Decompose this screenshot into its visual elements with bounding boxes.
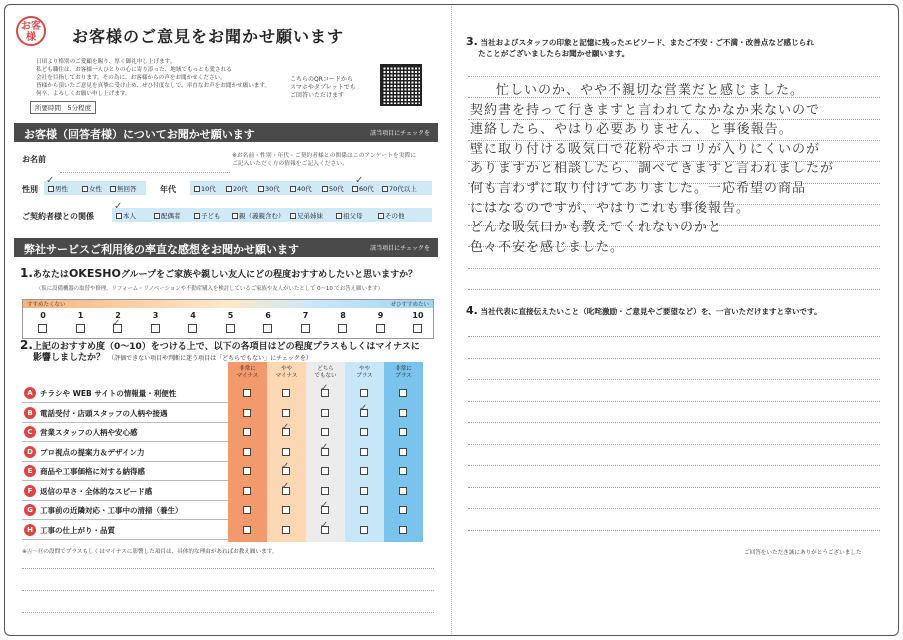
rating-checkbox[interactable] <box>282 448 290 456</box>
qr-caption <box>290 76 356 100</box>
column-header: やや マイナス <box>275 366 298 379</box>
hand-check-mark: ✓ <box>359 402 368 414</box>
qr-caption-line: ご回答いただけます <box>290 92 345 99</box>
qr-code[interactable] <box>380 64 422 106</box>
checkbox[interactable] <box>382 186 388 192</box>
hand-check-mark: ✓ <box>320 441 329 453</box>
item-letter-icon: F <box>24 485 36 497</box>
relation-option[interactable] <box>154 211 181 220</box>
q3-number: 3. <box>466 35 478 48</box>
checkbox[interactable] <box>194 213 200 219</box>
gender-female-option[interactable] <box>82 184 102 193</box>
column-header: 非常に プラス <box>395 366 412 379</box>
rating-checkbox[interactable] <box>243 467 251 475</box>
column-header: やや プラス <box>356 366 373 379</box>
answer-line[interactable] <box>468 422 880 423</box>
relation-option[interactable] <box>378 211 405 220</box>
rating-checkbox[interactable] <box>282 506 290 514</box>
answer-line[interactable] <box>468 379 880 380</box>
reason-line[interactable] <box>22 612 434 613</box>
item-label: プロ視点の提案力＆デザイン力 <box>40 447 145 457</box>
answer-line[interactable] <box>468 76 880 77</box>
q4-text: 当社代表に直接伝えたいこと（叱咤激励・ご意見やご要望など）を、一言いただけますと幸いです。 <box>480 307 822 316</box>
option-label: 20代 <box>233 185 248 193</box>
section-respondent-header <box>14 123 438 142</box>
hand-check-mark: ✓ <box>112 318 121 329</box>
option-label: 60代 <box>359 185 374 193</box>
handwritten-line: 色々不安を感じました。 <box>470 239 625 255</box>
handwritten-line: 連絡したら、やはり必要ありません、と事後報告。 <box>470 122 793 138</box>
hand-check-mark: ✓ <box>320 519 329 531</box>
age-label: 年代 <box>160 185 176 194</box>
checkbox[interactable] <box>352 186 358 192</box>
age-option[interactable] <box>352 184 374 193</box>
scale-low-label: すすめたくない <box>27 302 66 308</box>
item-label: 電話受付・店頭スタッフの人柄や接遇 <box>40 408 168 418</box>
option-label: 50代 <box>329 185 344 193</box>
handwritten-line: 何も言わずに取り付けてありました。一応希望の商品 <box>470 181 807 196</box>
intro-text <box>36 58 306 98</box>
option-label: 女性 <box>89 185 102 193</box>
option-label: 40代 <box>297 185 312 193</box>
q4-title <box>466 304 822 317</box>
checkbox[interactable] <box>82 186 88 192</box>
item-label: チラシや WEB サイトの情報量・利便性 <box>40 389 177 398</box>
handwritten-line: にはなるのですが、やはりこれも事後報告。 <box>470 200 751 216</box>
q3-title <box>466 36 814 59</box>
q2-title: 2.上記のおすすめ度（0〜10）をつける上で、以下の各項目はどの程度プラスもしくはマイナスに 影響しましたか？ （評価できない項目や判断に迷う項目は「どちらでもない」にチェックを） <box>20 338 420 363</box>
section-title: 弊社サービスご利用後の率直な感想をお聞かせ願います <box>24 243 299 256</box>
name-note-line: ご記入いただく方の情報をご記入ください。 <box>232 161 348 167</box>
item-label: 商品や工事価格に対する納得感 <box>40 467 145 476</box>
age-option[interactable] <box>226 184 248 193</box>
item-letter-icon: G <box>24 504 36 516</box>
rating-row <box>22 423 228 442</box>
handwritten-line: 忙しいのか、やや不親切な営業だと感じました。 <box>496 83 805 98</box>
scale-high-label: ぜひすすめたい <box>390 302 429 308</box>
scale-number: 8 <box>340 311 346 320</box>
reason-line[interactable] <box>22 590 434 591</box>
checkbox[interactable] <box>226 186 232 192</box>
relation-option[interactable] <box>290 211 323 220</box>
scale-checkbox[interactable] <box>151 324 160 333</box>
item-label: 返信の早さ・全体的なスピード感 <box>40 486 153 496</box>
rating-checkbox[interactable] <box>282 389 290 397</box>
handwritten-line: ありますかと相談したら、調べてきますと言われましたが <box>470 161 835 177</box>
gender-none-option[interactable] <box>110 184 137 193</box>
rating-checkbox[interactable] <box>399 487 407 495</box>
item-label: 工事の仕上がり・品質 <box>40 525 115 535</box>
scale-number: 5 <box>227 311 234 320</box>
option-label: 兄弟姉妹 <box>297 212 323 220</box>
recommend-scale <box>22 299 434 339</box>
relation-option[interactable] <box>194 211 221 220</box>
section-impression-header <box>14 238 438 257</box>
rating-checkbox[interactable] <box>243 448 251 456</box>
fold-line <box>451 6 452 634</box>
column-header: 非常に マイナス <box>236 366 259 379</box>
answer-line[interactable] <box>468 487 880 488</box>
rating-checkbox[interactable] <box>399 467 407 475</box>
checkbox[interactable] <box>194 186 200 192</box>
relation-option[interactable] <box>232 211 285 220</box>
scale-number: 6 <box>265 311 271 320</box>
company-stamp: お客様 <box>16 16 46 46</box>
rating-checkbox[interactable] <box>321 487 329 495</box>
scale-checkbox[interactable] <box>301 324 310 333</box>
scale-checkbox[interactable] <box>76 324 85 333</box>
q2-text: 上記のおすすめ度（0〜10）をつける上で、以下の各項目はどの程度プラスもしくはマイナスに <box>32 342 420 352</box>
name-field[interactable] <box>60 172 230 173</box>
rating-checkbox[interactable] <box>321 409 329 417</box>
rating-checkbox[interactable] <box>399 526 407 534</box>
brand-name: OKESHO <box>68 267 121 280</box>
age-option[interactable] <box>258 184 280 193</box>
rating-checkbox[interactable] <box>360 526 368 534</box>
q2-text: 影響しましたか？ <box>33 353 106 363</box>
rating-checkbox[interactable] <box>360 389 368 397</box>
option-label: 配偶者 <box>161 212 181 220</box>
name-note <box>232 152 416 168</box>
handwritten-line: 壁に取り付ける吸気口で花粉やホコリが入りにくいのが <box>470 141 821 157</box>
q3-text: たことがございましたらお聞かせ願います。 <box>478 49 630 58</box>
column-header: どちら でもない <box>314 366 337 379</box>
answer-line[interactable] <box>468 358 880 359</box>
scale-checkbox[interactable] <box>263 324 272 333</box>
intro-line: 何卒、よろしくお願い申し上げます。 <box>36 91 131 97</box>
option-label: 親（義親含む） <box>239 212 285 220</box>
rating-checkbox[interactable] <box>243 409 251 417</box>
option-label: 本人 <box>123 212 136 220</box>
page-title: お客様のご意見をお聞かせ願います <box>72 27 345 46</box>
item-letter-icon: C <box>24 426 36 438</box>
intro-line: 皆様から頂いたご意見を真摯に受け止め、ぜひ付度なしで、率直なお声をお聞かせ願います。 <box>36 83 271 89</box>
answer-line[interactable] <box>468 508 880 509</box>
checkbox[interactable] <box>290 186 296 192</box>
option-label: 祖父母 <box>343 212 363 220</box>
scale-number: 4 <box>190 311 196 320</box>
item-letter-icon: H <box>24 524 36 536</box>
option-label: 10代 <box>201 185 216 193</box>
rating-checkbox[interactable] <box>360 506 368 514</box>
rating-row <box>22 443 228 462</box>
section-note: 該当項目にチェックを <box>370 130 430 137</box>
item-letter-icon: D <box>24 446 36 458</box>
rating-row <box>22 404 228 423</box>
checkbox[interactable] <box>378 213 384 219</box>
name-label: お名前 <box>22 155 46 164</box>
q1-text: あなたは <box>32 270 69 280</box>
item-letter-icon: E <box>24 465 36 477</box>
option-label: その他 <box>385 212 405 220</box>
influence-grid <box>22 362 434 542</box>
q1-text: グループをご家族や親しい友人にどの程度おすすめしたいと思いますか？ <box>120 270 418 280</box>
q1-subtext: （仮に設備機器の取替や修理、リフォーム・リノベーションや不動産購入を検討しているご家族や友人がいたとして 0〜10 でお答え願います） <box>36 286 384 292</box>
item-letter-icon: B <box>24 407 36 419</box>
age-option[interactable] <box>382 184 417 193</box>
rating-checkbox[interactable] <box>321 428 329 436</box>
gender-label: 性別 <box>22 185 38 194</box>
section-note: 該当項目にチェックを <box>370 245 430 252</box>
checkbox[interactable] <box>322 186 328 192</box>
rating-row <box>22 521 228 540</box>
scale-checkbox[interactable] <box>338 324 347 333</box>
intro-line: 私ども職住は、お客様一人ひとりの心に寄り添った、地域でもっとも愛される <box>36 67 232 73</box>
rating-checkbox[interactable] <box>243 526 251 534</box>
item-letter-icon: A <box>24 387 36 399</box>
scale-number: 3 <box>152 311 159 320</box>
rating-row <box>22 482 228 501</box>
age-option[interactable] <box>290 184 312 193</box>
item-label: 営業スタッフの人柄や安心感 <box>40 428 138 437</box>
hand-check-mark: ✓ <box>355 175 364 186</box>
answer-line[interactable] <box>468 336 880 337</box>
checkbox[interactable] <box>116 213 122 219</box>
reason-footnote: ※Ⓐ〜Ⓗの設問でプラスもしくはマイナスに影響した項目は、具体的な理由があればお教え願います。 <box>22 549 278 555</box>
checkbox[interactable] <box>154 213 160 219</box>
scale-number: 9 <box>377 311 384 320</box>
checkbox[interactable] <box>290 213 296 219</box>
intro-line: 日頃より格別のご愛顧を賜り、厚く御礼申し上げます。 <box>36 59 176 65</box>
section-title: お客様（回答者様）についてお聞かせ願います <box>24 128 255 141</box>
checkbox-checked[interactable] <box>48 186 54 192</box>
rating-checkbox[interactable] <box>399 448 407 456</box>
q4-number: 4. <box>466 304 478 317</box>
scale-checkbox[interactable] <box>188 324 197 333</box>
rating-checkbox[interactable] <box>243 506 251 514</box>
hand-check-mark: ✓ <box>281 480 290 492</box>
option-label: 70代以上 <box>389 185 417 193</box>
rating-row <box>22 501 228 520</box>
thank-you-text: ご回答をいただき誠にありがとうございました <box>744 550 862 556</box>
q1-title: 1.あなたはOKESHOグループをご家族や親しい友人にどの程度おすすめしたいと思いますか？ <box>20 266 418 280</box>
answer-line[interactable] <box>468 465 880 466</box>
scale-number: 2 <box>115 311 121 320</box>
checkbox[interactable] <box>336 213 342 219</box>
rating-checkbox[interactable] <box>360 487 368 495</box>
intro-line: 会社を目指しております。その為に、お客様からの声をお聞かせください。 <box>36 75 226 81</box>
relation-option[interactable] <box>336 211 363 220</box>
option-label: 30代 <box>265 185 280 193</box>
rating-row <box>22 462 228 481</box>
reason-line[interactable] <box>22 568 434 569</box>
scale-number: 7 <box>302 311 309 320</box>
answer-line[interactable] <box>468 530 880 531</box>
qr-caption-line: スマホやタブレットでも <box>290 84 356 91</box>
rating-checkbox[interactable] <box>321 467 329 475</box>
relation-option[interactable] <box>116 211 136 220</box>
checkbox[interactable] <box>232 213 238 219</box>
answer-line[interactable] <box>468 268 880 269</box>
rating-checkbox[interactable] <box>282 409 290 417</box>
age-option[interactable] <box>194 184 216 193</box>
rating-checkbox[interactable] <box>399 409 407 417</box>
option-label: 無回答 <box>117 185 137 193</box>
rating-checkbox[interactable] <box>399 506 407 514</box>
scale-checkbox[interactable] <box>413 324 422 333</box>
checkbox[interactable] <box>258 186 264 192</box>
scale-checkbox[interactable] <box>226 324 235 333</box>
rating-checkbox[interactable] <box>399 428 407 436</box>
handwritten-line: どんな吸気口かも教えてくれないのかと <box>470 220 723 236</box>
answer-line[interactable] <box>468 444 880 445</box>
name-note-line: ※お名前・性別・年代・ご契約者様との関係はこのアンケートを実際に <box>232 153 417 159</box>
scale-number: 1 <box>77 311 84 320</box>
rating-row <box>22 384 228 403</box>
hand-check-mark: ✓ <box>320 500 329 511</box>
handwritten-line: 契約書を持って行きますと言われてなかなか来ないので <box>470 102 821 118</box>
hand-check-mark: ✓ <box>114 201 123 212</box>
hand-check-mark: ✓ <box>281 461 290 472</box>
rating-checkbox[interactable] <box>243 428 251 436</box>
scale-number: 0 <box>40 311 46 320</box>
option-label: 男性 <box>55 185 68 193</box>
hand-check-mark: ✓ <box>46 175 55 186</box>
item-label: 工事前の近隣対応・工事中の清掃（養生） <box>40 506 183 515</box>
scale-gradient <box>23 300 433 308</box>
rating-checkbox[interactable] <box>360 467 368 475</box>
rating-checkbox[interactable] <box>282 526 290 534</box>
rating-checkbox[interactable] <box>360 448 368 456</box>
age-option[interactable] <box>322 184 344 193</box>
relation-label: ご契約者様との関係 <box>22 212 94 221</box>
q2-subtext: （評価できない項目や判断に迷う項目は「どちらでもない」にチェックを） <box>108 355 312 362</box>
qr-caption-line: こちらのQRコードから <box>290 76 353 83</box>
scale-number: 10 <box>412 311 424 320</box>
option-label: 子ども <box>201 212 221 220</box>
rating-checkbox[interactable] <box>243 389 251 397</box>
answer-line[interactable] <box>468 401 880 402</box>
rating-checkbox[interactable] <box>243 487 251 495</box>
scale-checkbox[interactable] <box>38 324 47 333</box>
scale-checkbox[interactable] <box>376 324 385 333</box>
q3-text: 当社およびスタッフの印象と記憶に残ったエピソード、またご不安・ご不満・改善点など感じられ <box>480 38 814 47</box>
rating-checkbox[interactable] <box>399 389 407 397</box>
hand-check-mark: ✓ <box>320 383 329 394</box>
time-required: 所要時間 5分程度 <box>30 101 96 114</box>
rating-checkbox[interactable] <box>360 428 368 436</box>
checkbox[interactable] <box>110 186 116 192</box>
answer-line[interactable] <box>468 289 880 290</box>
hand-check-mark: ✓ <box>281 422 290 433</box>
